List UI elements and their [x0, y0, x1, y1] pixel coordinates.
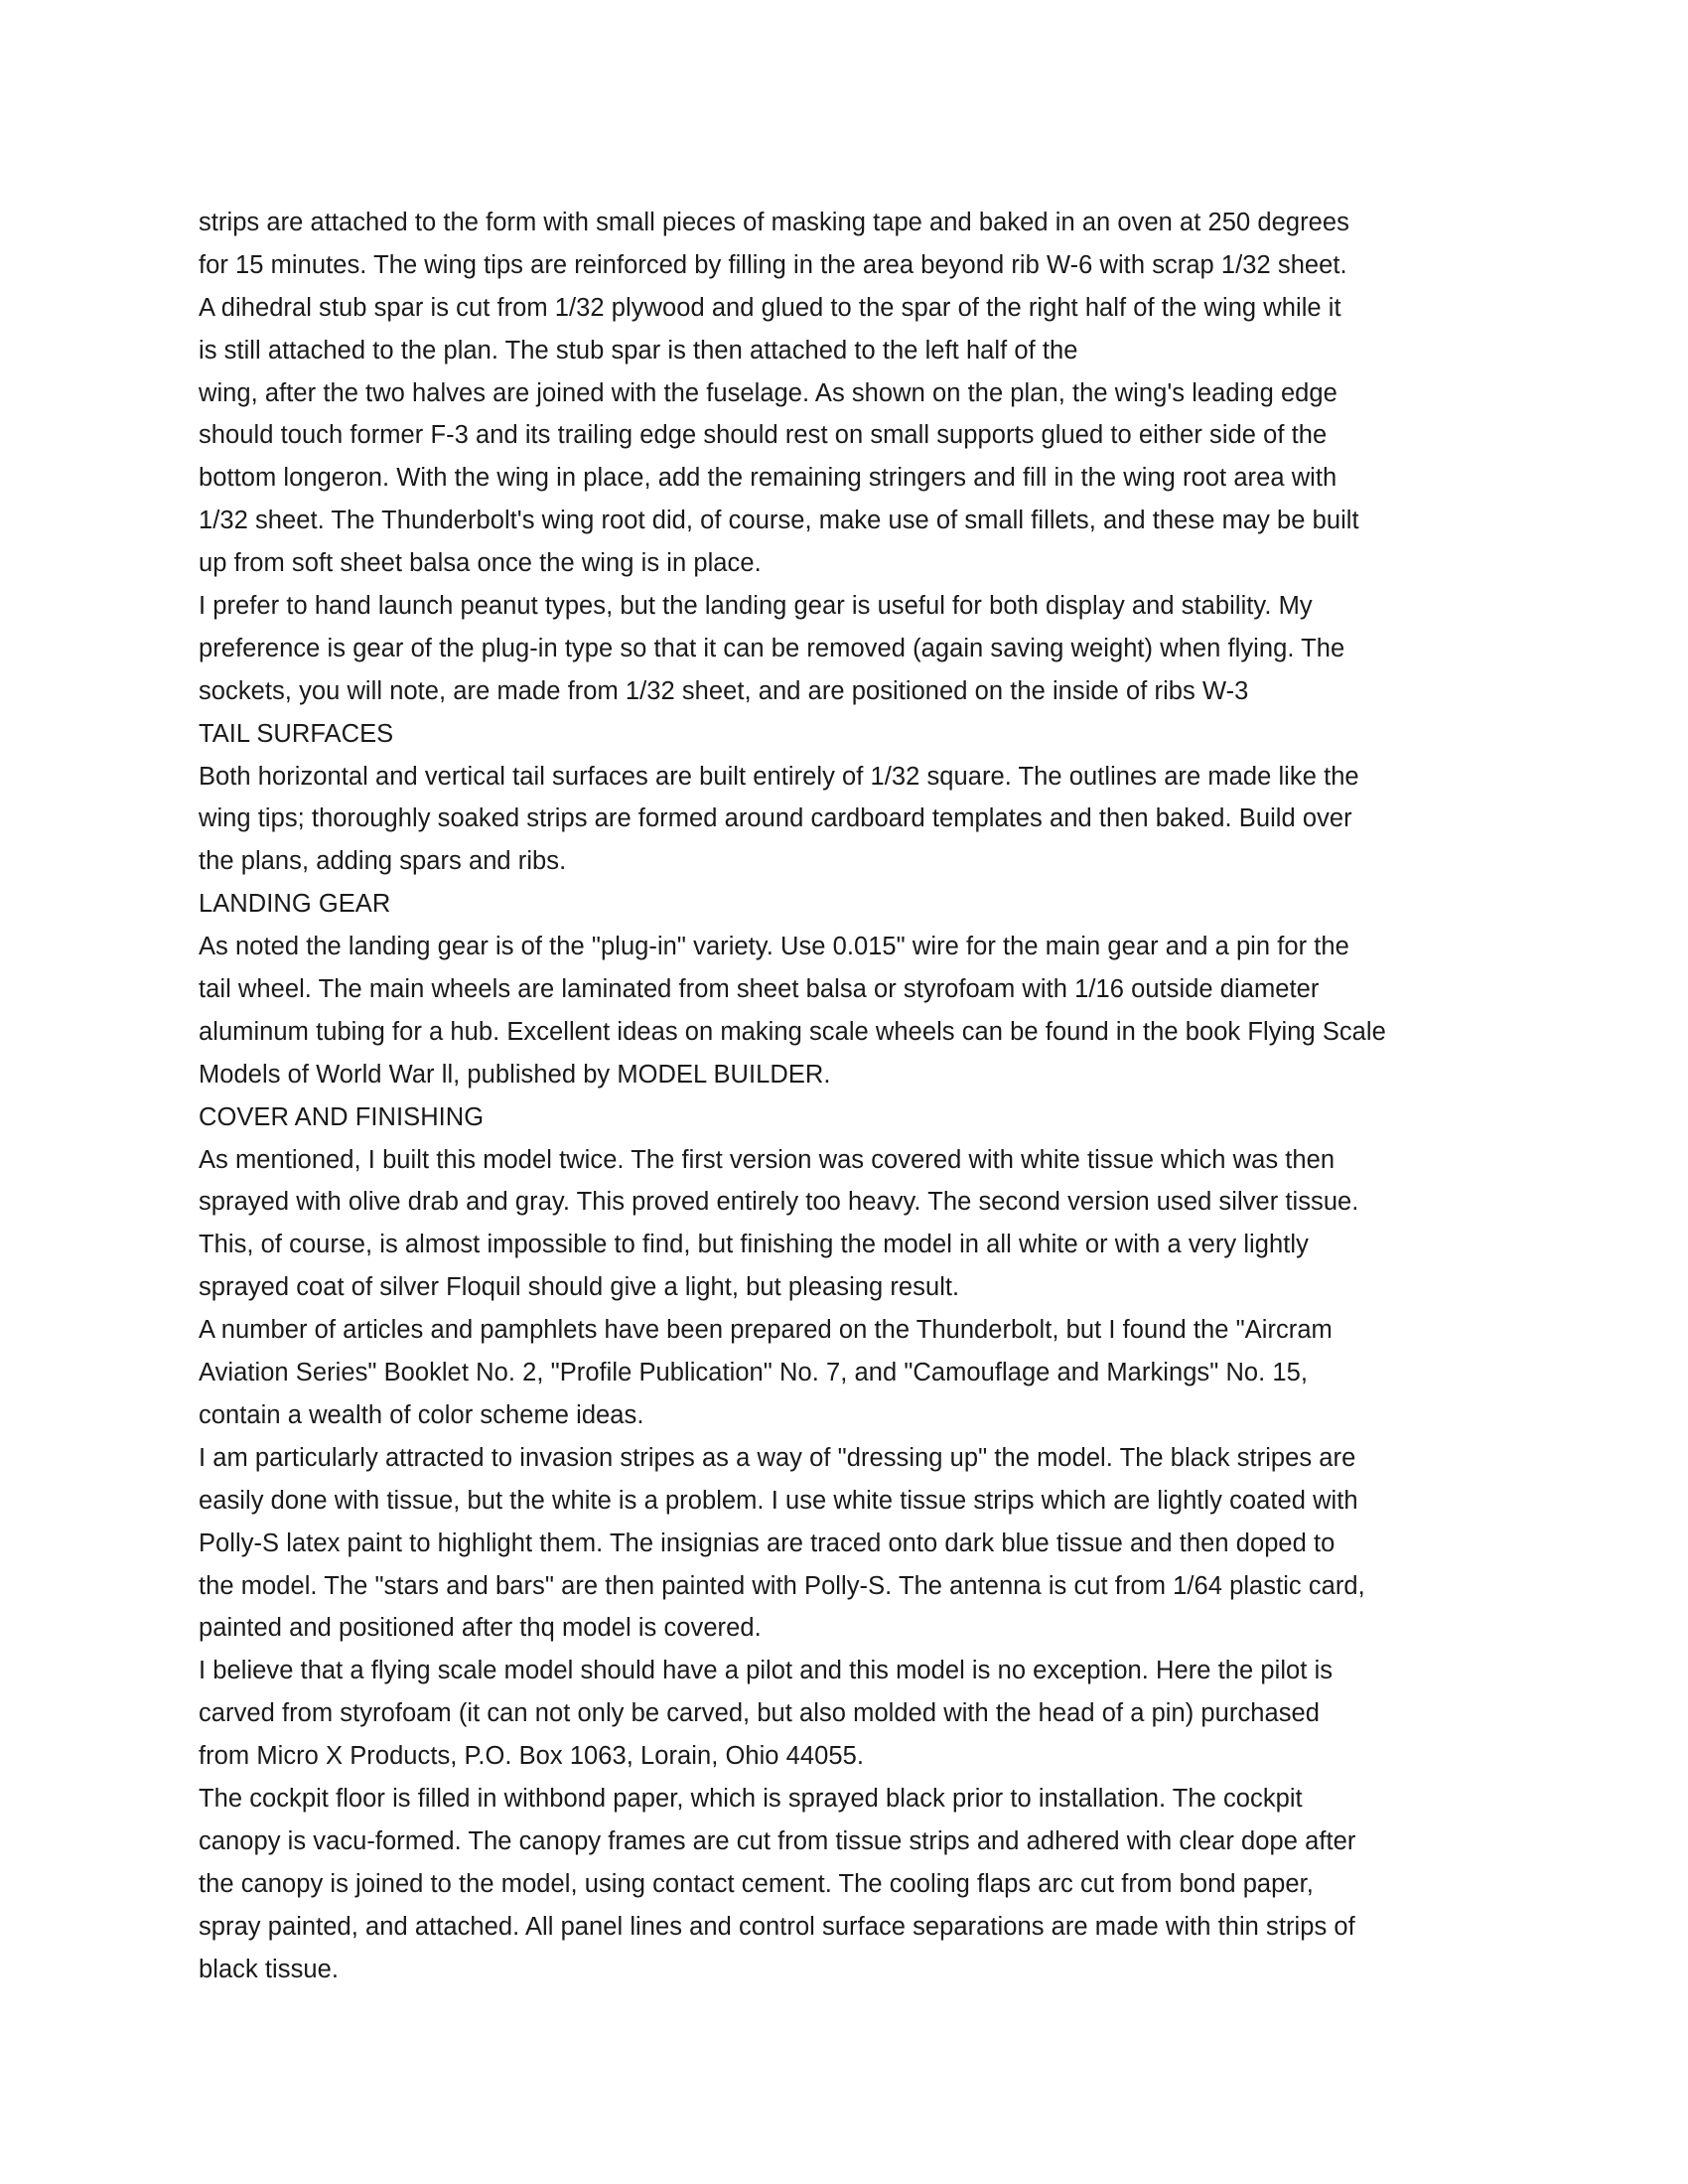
text-line: Both horizontal and vertical tail surfaces are built entirely of 1/32 square. The outlines are made like the	[199, 762, 1359, 791]
text-line: from Micro X Products, P.O. Box 1063, Lorain, Ohio 44055.	[199, 1742, 864, 1771]
text-line: up from soft sheet balsa once the wing is in place.	[199, 549, 762, 578]
text-line: wing, after the two halves are joined with the fuselage. As shown on the plan, the wing's leading edge	[199, 378, 1337, 407]
text-line: aluminum tubing for a hub. Excellent ideas on making scale wheels can be found in the book Flying Scale	[199, 1017, 1386, 1046]
text-line: is still attached to the plan. The stub spar is then attached to the left half of the	[199, 336, 1078, 364]
text-line: I believe that a flying scale model should have a pilot and this model is no exception. Here the pilot is	[199, 1657, 1334, 1685]
text-line: A number of articles and pamphlets have been prepared on the Thunderbolt, but I found the "Aircram	[199, 1316, 1333, 1345]
text-line: Models of World War ll, published by MODEL BUILDER.	[199, 1060, 831, 1089]
text-line: contain a wealth of color scheme ideas.	[199, 1400, 644, 1429]
text-line: wing tips; thoroughly soaked strips are formed around cardboard templates and then baked. Build over	[199, 804, 1352, 833]
text-line: I prefer to hand launch peanut types, but the landing gear is useful for both display and stability. My	[199, 592, 1313, 621]
text-line: I am particularly attracted to invasion stripes as a way of "dressing up" the model. The black stripes are	[199, 1443, 1356, 1472]
text-line: The cockpit floor is filled in withbond paper, which is sprayed black prior to installation. The cockpit	[199, 1784, 1303, 1813]
text-line: TAIL SURFACES	[199, 719, 394, 748]
text-line: A dihedral stub spar is cut from 1/32 plywood and glued to the spar of the right half of the wing while it	[199, 293, 1341, 322]
text-line: sprayed with olive drab and gray. This proved entirely too heavy. The second version used silver tissue.	[199, 1188, 1359, 1217]
text-line: spray painted, and attached. All panel lines and control surface separations are made with thin strips of	[199, 1912, 1355, 1941]
text-line: the model. The "stars and bars" are then painted with Polly-S. The antenna is cut from 1/64 plastic card,	[199, 1571, 1365, 1600]
text-line: black tissue.	[199, 1955, 339, 1983]
text-line: Polly-S latex paint to highlight them. The insignias are traced onto dark blue tissue and then doped to	[199, 1529, 1336, 1557]
text-line: the canopy is joined to the model, using contact cement. The cooling flaps arc cut from bond paper,	[199, 1869, 1314, 1898]
text-line: canopy is vacu-formed. The canopy frames are cut from tissue strips and adhered with clear dope after	[199, 1826, 1356, 1855]
text-line: sockets, you will note, are made from 1/32 sheet, and are positioned on the inside of ribs W-3	[199, 676, 1249, 705]
text-line: bottom longeron. With the wing in place, add the remaining stringers and fill in the wing root area with	[199, 464, 1337, 493]
text-line: tail wheel. The main wheels are laminated from sheet balsa or styrofoam with 1/16 outside diameter	[199, 975, 1320, 1004]
text-line: the plans, adding spars and ribs.	[199, 847, 567, 876]
text-line: sprayed coat of silver Floquil should give a light, but pleasing result.	[199, 1273, 960, 1302]
text-line: carved from styrofoam (it can not only be carved, but also molded with the head of a pin) purchased	[199, 1699, 1320, 1728]
text-line: As noted the landing gear is of the "plug-in" variety. Use 0.015" wire for the main gear and a pin for the	[199, 933, 1349, 961]
text-line: easily done with tissue, but the white is a problem. I use white tissue strips which are lightly coated with	[199, 1486, 1358, 1515]
body-text	[199, 202, 1489, 1990]
text-line: Aviation Series" Booklet No. 2, "Profile Publication" No. 7, and "Camouflage and Markings" No. 15,	[199, 1359, 1309, 1387]
text-line: preference is gear of the plug-in type so that it can be removed (again saving weight) when flying. The	[199, 634, 1345, 662]
text-line: LANDING GEAR	[199, 890, 391, 919]
text-line: strips are attached to the form with small pieces of masking tape and baked in an oven at 250 degrees	[199, 209, 1349, 236]
text-line: As mentioned, I built this model twice. The first version was covered with white tissue which was then	[199, 1145, 1336, 1174]
text-line: COVER AND FINISHING	[199, 1102, 485, 1131]
text-line: should touch former F-3 and its trailing edge should rest on small supports glued to either side of the	[199, 421, 1328, 450]
text-line: 1/32 sheet. The Thunderbolt's wing root did, of course, make use of small fillets, and these may be built	[199, 507, 1359, 535]
text-line: This, of course, is almost impossible to find, but finishing the model in all white or with a very lightly	[199, 1231, 1309, 1259]
text-line: painted and positioned after thq model is covered.	[199, 1614, 762, 1643]
text-line: for 15 minutes. The wing tips are reinforced by filling in the area beyond rib W-6 with scrap 1/32 sheet.	[199, 250, 1347, 279]
